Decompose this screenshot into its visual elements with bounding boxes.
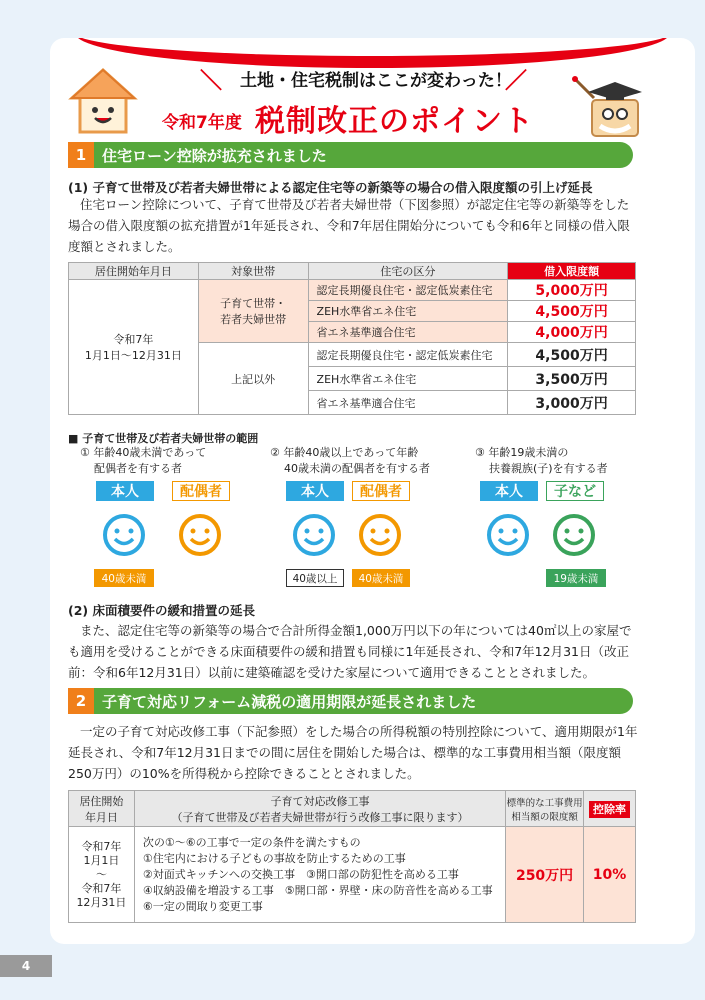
tag-under19-3: 19歳未満 bbox=[546, 569, 606, 587]
row2-kind: ZEH水準省エネ住宅 bbox=[308, 301, 508, 322]
th-loan-limit: 借入限度額 bbox=[508, 263, 636, 280]
condition-1 bbox=[80, 445, 206, 477]
condition-3-line1: ③ 年齢19歳未満の bbox=[475, 446, 569, 459]
smiley-green-3-icon bbox=[552, 513, 596, 557]
r-period-l2: 1月1日 bbox=[83, 853, 120, 867]
row1-amount: 5,000万円 bbox=[508, 280, 636, 301]
period-line2: 1月1日〜12月31日 bbox=[84, 349, 182, 362]
label-self-2: 本人 bbox=[286, 481, 344, 501]
group-others: 上記以外 bbox=[198, 343, 308, 415]
th-r-works-l2: （子育て世帯及び若者夫婦世帯が行う改修工事に限ります） bbox=[171, 810, 469, 824]
condition-2-line1: ② 年齢40歳以上であって年齢 bbox=[270, 446, 419, 459]
smiley-blue-1-icon bbox=[102, 513, 146, 557]
th-r-start-l1: 居住開始 bbox=[79, 794, 124, 808]
condition-3-line2: 扶養親族(子)を有する者 bbox=[489, 462, 608, 475]
reform-table bbox=[68, 790, 636, 923]
th-r-limit bbox=[506, 791, 584, 827]
professor-mascot-icon bbox=[570, 70, 650, 140]
period-cell bbox=[69, 280, 199, 415]
th-r-limit-l1: 標準的な工事費用 bbox=[506, 797, 583, 809]
row5-kind: ZEH水準省エネ住宅 bbox=[308, 367, 508, 391]
th-r-start bbox=[69, 791, 135, 827]
group1-line1: 子育て世帯・ bbox=[220, 297, 287, 310]
section2-title: 子育て対応リフォーム減税の適用期限が延長されました bbox=[102, 692, 477, 711]
row5-amount: 3,500万円 bbox=[508, 367, 636, 391]
header-year: 令和7年度 bbox=[162, 113, 242, 133]
row3-kind: 省エネ基準適合住宅 bbox=[308, 322, 508, 343]
condition-2-line2: 40歳未満の配偶者を有する者 bbox=[284, 462, 430, 475]
r-work-0: 次の①〜⑥の工事で一定の条件を満たすもの bbox=[142, 835, 361, 849]
row4-kind: 認定長期優良住宅・認定低炭素住宅 bbox=[308, 343, 508, 367]
th-r-limit-l2: 相当額の限度額 bbox=[511, 811, 578, 823]
th-r-start-l2: 年月日 bbox=[84, 810, 118, 824]
top-arc-decoration bbox=[75, 38, 670, 68]
section1-number: 1 bbox=[68, 142, 94, 168]
label-spouse-2: 配偶者 bbox=[352, 481, 410, 501]
section2-number: 2 bbox=[68, 688, 94, 714]
row6-amount: 3,000万円 bbox=[508, 391, 636, 415]
th-start-date: 居住開始年月日 bbox=[69, 263, 199, 280]
tag-under40-2: 40歳未満 bbox=[352, 569, 410, 587]
row2-amount: 4,500万円 bbox=[508, 301, 636, 322]
section1-sub2: (2) 床面積要件の緩和措置の延長 bbox=[68, 603, 255, 618]
section2-para: 一定の子育て対応改修工事（下記参照）をした場合の所得税額の特別控除について、適用期限が1年延長され、令和7年12月31日までの間に居住を開始した場合は、標準的な工事費用相当額（限度額250万円）の10%を所得税から控除できることとされました。 bbox=[68, 724, 638, 781]
section1-para1: 住宅ローン控除について、子育て世帯及び若者夫婦世帯（下図参照）が認定住宅等の新築等をした場合の借入限度額の拡充措置が1年延長され、令和7年居住開始分についても令和6年と同様の借入限度額とされました。 bbox=[68, 197, 630, 254]
section1-para2: また、認定住宅等の新築等の場合で合計所得金額1,000万円以下の年については40㎡以上の家屋でも適用を受けることができる床面積要件の緩和措置も同様に1年延長され、令和7年12月31日（改正前：令和6年12月31日）以前に建築確認を受けた家屋について適用できることとされました。 bbox=[68, 623, 632, 680]
condition-1-line1: ① 年齢40歳未満であって bbox=[80, 446, 207, 459]
r-period-l4: 令和7年 bbox=[81, 881, 122, 895]
th-r-rate bbox=[584, 791, 636, 827]
row1-kind: 認定長期優良住宅・認定低炭素住宅 bbox=[308, 280, 508, 301]
loan-limit-table bbox=[68, 262, 636, 415]
r-period-l1: 令和7年 bbox=[81, 839, 122, 853]
r-work-1: ①住宅内における子どもの事故を防止するための工事 bbox=[142, 851, 406, 865]
section1-header bbox=[68, 142, 633, 168]
condition-1-line2: 配偶者を有する者 bbox=[94, 462, 182, 475]
slash-right: ／ bbox=[505, 69, 528, 94]
th-target-household: 対象世帯 bbox=[198, 263, 308, 280]
page-title: 税制改正のポイント bbox=[255, 104, 534, 139]
group1-line2: 若者夫婦世帯 bbox=[220, 313, 287, 326]
row6-kind: 省エネ基準適合住宅 bbox=[308, 391, 508, 415]
r-work-4: ⑥一定の間取り変更工事 bbox=[142, 899, 263, 913]
row4-amount: 4,500万円 bbox=[508, 343, 636, 367]
header-subtitle: 土地・住宅税制はここが変わった！ bbox=[240, 71, 512, 91]
smiley-orange-1-icon bbox=[178, 513, 222, 557]
r-work-2: ②対面式キッチンへの交換工事 ③開口部の防犯性を高める工事 bbox=[142, 867, 459, 881]
household-range-heading: ■ 子育て世帯及び若者夫婦世帯の範囲 bbox=[68, 432, 259, 445]
period-line1: 令和7年 bbox=[113, 333, 154, 346]
tag-under40-1: 40歳未満 bbox=[94, 569, 154, 587]
th-house-type: 住宅の区分 bbox=[308, 263, 508, 280]
r-period-l3: 〜 bbox=[95, 867, 107, 881]
th-r-rate-label: 控除率 bbox=[589, 801, 630, 818]
smiley-orange-2-icon bbox=[358, 513, 402, 557]
th-r-works bbox=[134, 791, 505, 827]
th-r-works-l1: 子育て対応改修工事 bbox=[270, 794, 370, 808]
house-mascot-icon bbox=[68, 66, 138, 136]
tag-over40-2: 40歳以上 bbox=[286, 569, 344, 587]
label-spouse-1: 配偶者 bbox=[172, 481, 230, 501]
label-child-3: 子など bbox=[546, 481, 604, 501]
page bbox=[50, 38, 695, 944]
page-number: 4 bbox=[0, 955, 52, 977]
r-work-3: ④収納設備を増設する工事 ⑤開口部・界壁・床の防音性を高める工事 bbox=[142, 883, 493, 897]
condition-2 bbox=[270, 445, 430, 477]
r-period-l5: 12月31日 bbox=[76, 895, 127, 909]
section1-title: 住宅ローン控除が拡充されました bbox=[102, 146, 327, 165]
smiley-blue-2-icon bbox=[292, 513, 336, 557]
group-child-young bbox=[198, 280, 308, 343]
section1-sub1: (1) 子育て世帯及び若者夫婦世帯による認定住宅等の新築等の場合の借入限度額の引上げ延長 bbox=[68, 180, 593, 195]
r-rate-value: 10% bbox=[584, 827, 636, 923]
label-self-1: 本人 bbox=[96, 481, 154, 501]
section2-header bbox=[68, 688, 633, 714]
condition-3 bbox=[475, 445, 608, 477]
smiley-blue-3-icon bbox=[486, 513, 530, 557]
r-works-cell bbox=[134, 827, 505, 923]
label-self-3: 本人 bbox=[480, 481, 538, 501]
row3-amount: 4,000万円 bbox=[508, 322, 636, 343]
r-limit-value: 250万円 bbox=[506, 827, 584, 923]
r-period-cell bbox=[69, 827, 135, 923]
slash-left: ＼ bbox=[200, 69, 223, 94]
